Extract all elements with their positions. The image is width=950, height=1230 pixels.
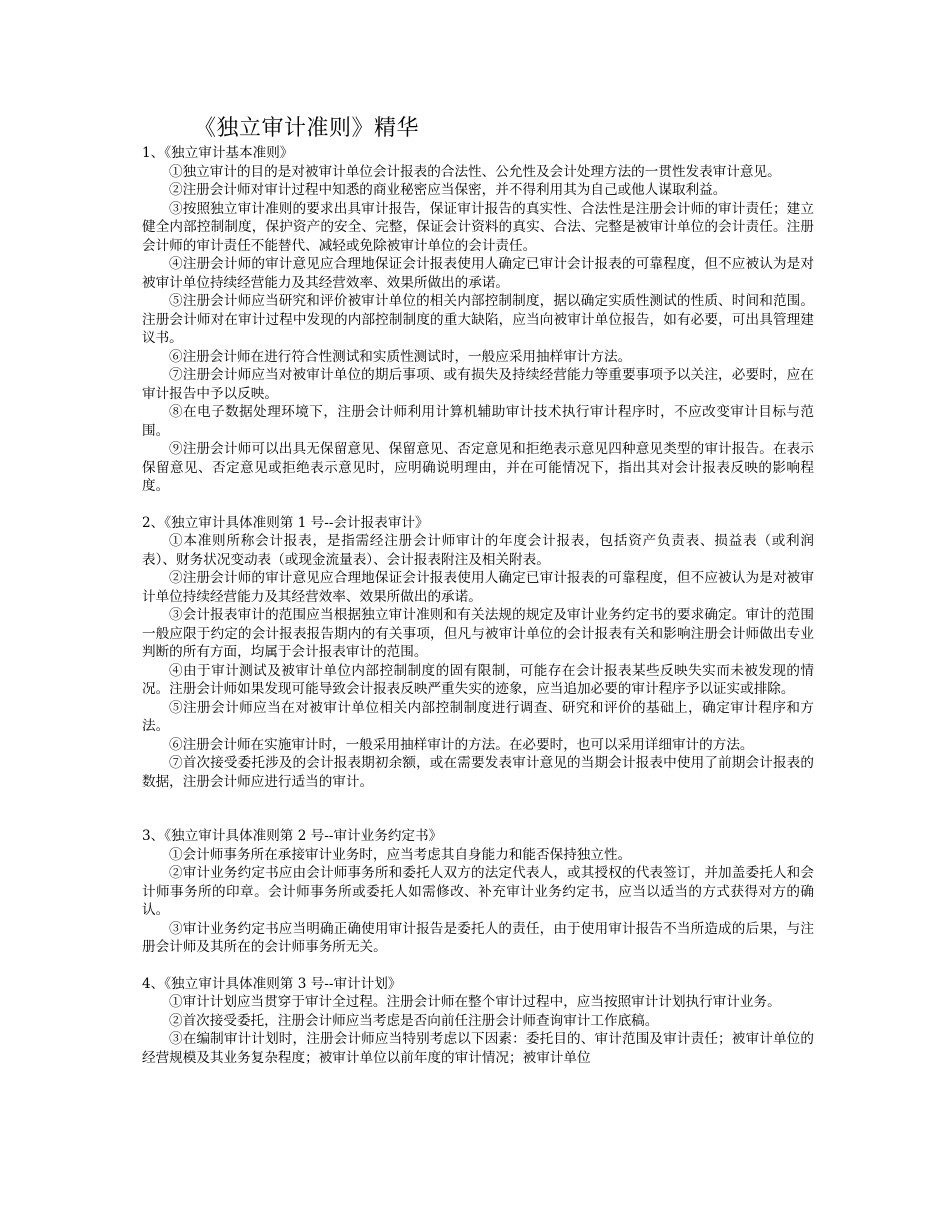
paragraph: ⑤注册会计师应当研究和评价被审计单位的相关内部控制制度，据以确定实质性测试的性质、时间和范围。注册会计师对在审计过程中发现的内部控制制度的重大缺陷，应当向被审计单位报告，如有必要，可出具管理建议书。 [142, 293, 814, 346]
paragraph: ④注册会计师的审计意见应合理地保证会计报表使用人确定已审计会计报表的可靠程度，但不应被认为是对被审计单位持续经营能力及其经营效率、效果所做出的承诺。 [142, 256, 814, 291]
paragraph: ③按照独立审计准则的要求出具审计报告，保证审计报告的真实性、合法性是注册会计师的审计责任；建立健全内部控制制度，保护资产的安全、完整，保证会计资料的真实、合法、完整是被审计单位的会计责任。注册会计师的审计责任不能替代、减轻或免除被审计单位的会计责任。 [142, 200, 814, 254]
paragraph: ⑦注册会计师应当对被审计单位的期后事项、或有损失及持续经营能力等重要事项予以关注，必要时，应在审计报告中予以反映。 [142, 367, 814, 402]
section-heading: 1、《独立审计基本准则》 [142, 145, 294, 161]
paragraph: ⑥注册会计师在实施审计时，一般采用抽样审计的方法。在必要时，也可以采用详细审计的方法。 [169, 736, 754, 753]
section-heading: 2、《独立审计具体准则第 1 号--会计报表审计》 [142, 514, 429, 531]
section-2 [142, 514, 814, 792]
section-spacer [142, 791, 814, 827]
section-1 [142, 144, 814, 496]
paragraph: ⑥注册会计师在进行符合性测试和实质性测试时，一般应采用抽样审计方法。 [169, 348, 632, 365]
paragraph: ③审计业务约定书应当明确正确使用审计报告是委托人的责任，由于使用审计报告不当所造成的后果，与注册会计师及其所在的会计师事务所无关。 [142, 920, 814, 955]
paragraph: ②首次接受委托，注册会计师应当考虑是否向前任注册会计师查询审计工作底稿。 [169, 1012, 659, 1029]
paragraph: ①审计计划应当贯穿于审计全过程。注册会计师在整个审计过程中，应当按照审计计划执行审计业务。 [169, 994, 781, 1010]
section-4 [142, 975, 814, 1068]
section-spacer [142, 957, 814, 975]
paragraph: ②审计业务约定书应由会计师事务所和委托人双方的法定代表人，或其授权的代表签订，并加盖委托人和会计师事务所的印章。会计师事务所或委托人如需修改、补充审计业务约定书，应当以适当的方式获得对方的确认。 [142, 865, 814, 918]
paragraph: ④由于审计测试及被审计单位内部控制制度的固有限制，可能存在会计报表某些反映失实而未被发现的情况。注册会计师如果发现可能导致会计报表反映严重失实的迹象，应当追加必要的审计程序予以证实或排除。 [142, 662, 814, 697]
section-heading: 3、《独立审计具体准则第 2 号--审计业务约定书》 [142, 828, 443, 844]
document-page [142, 114, 814, 1067]
paragraph: ②注册会计师对审计过程中知悉的商业秘密应当保密，并不得利用其为自己或他人谋取利益。 [169, 182, 727, 198]
paragraph: ⑤注册会计师应当在对被审计单位相关内部控制制度进行调查、研究和评价的基础上，确定审计程序和方法。 [142, 699, 814, 734]
paragraph: ⑦首次接受委托涉及的会计报表期初余额，或在需要发表审计意见的当期会计报表中使用了前期会计报表的数据，注册会计师应进行适当的审计。 [142, 755, 814, 790]
paragraph: ③会计报表审计的范围应当根据独立审计准则和有关法规的规定及审计业务约定书的要求确定。审计的范围一般应限于约定的会计报表报告期内的有关事项，但凡与被审计单位的会计报表有关和影响注册会计师做出专业判断的所有方面，均属于会计报表审计的范围。 [142, 607, 814, 660]
section-spacer [142, 496, 814, 514]
paragraph: ①本准则所称会计报表，是指需经注册会计师审计的年度会计报表，包括资产负责表、损益表（或利润表）、财务状况变动表（或现金流量表）、会计报表附注及相关附表。 [142, 533, 814, 568]
paragraph: ①会计师事务所在承接审计业务时，应当考虑其自身能力和能否保持独立性。 [169, 846, 632, 863]
section-3 [142, 827, 814, 957]
section-heading: 4、《独立审计具体准则第 3 号--审计计划》 [142, 975, 402, 992]
document-title: 《独立审计准则》精华 [194, 116, 420, 141]
paragraph: ⑨注册会计师可以出具无保留意见、保留意见、否定意见和拒绝表示意见四种意见类型的审计报告。在表示保留意见、否定意见或拒绝表示意见时，应明确说明理由，并在可能情况下，指出其对会计报表反映的影响程度。 [142, 441, 814, 494]
paragraph: ①独立审计的目的是对被审计单位会计报表的合法性、公允性及会计处理方法的一贯性发表审计意见。 [169, 163, 781, 180]
paragraph: ⑧在电子数据处理环境下，注册会计师利用计算机辅助审计技术执行审计程序时，不应改变审计目标与范围。 [142, 404, 814, 439]
paragraph: ③在编制审计计划时，注册会计师应当特别考虑以下因素：委托目的、审计范围及审计责任；被审计单位的经营规模及其业务复杂程度；被审计单位以前年度的审计情况；被审计单位 [142, 1031, 814, 1066]
paragraph: ②注册会计师的审计意见应合理地保证会计报表使用人确定已审计报表的可靠程度，但不应被认为是对被审计单位持续经营能力及其经营效率、效果所做出的承诺。 [142, 570, 814, 605]
